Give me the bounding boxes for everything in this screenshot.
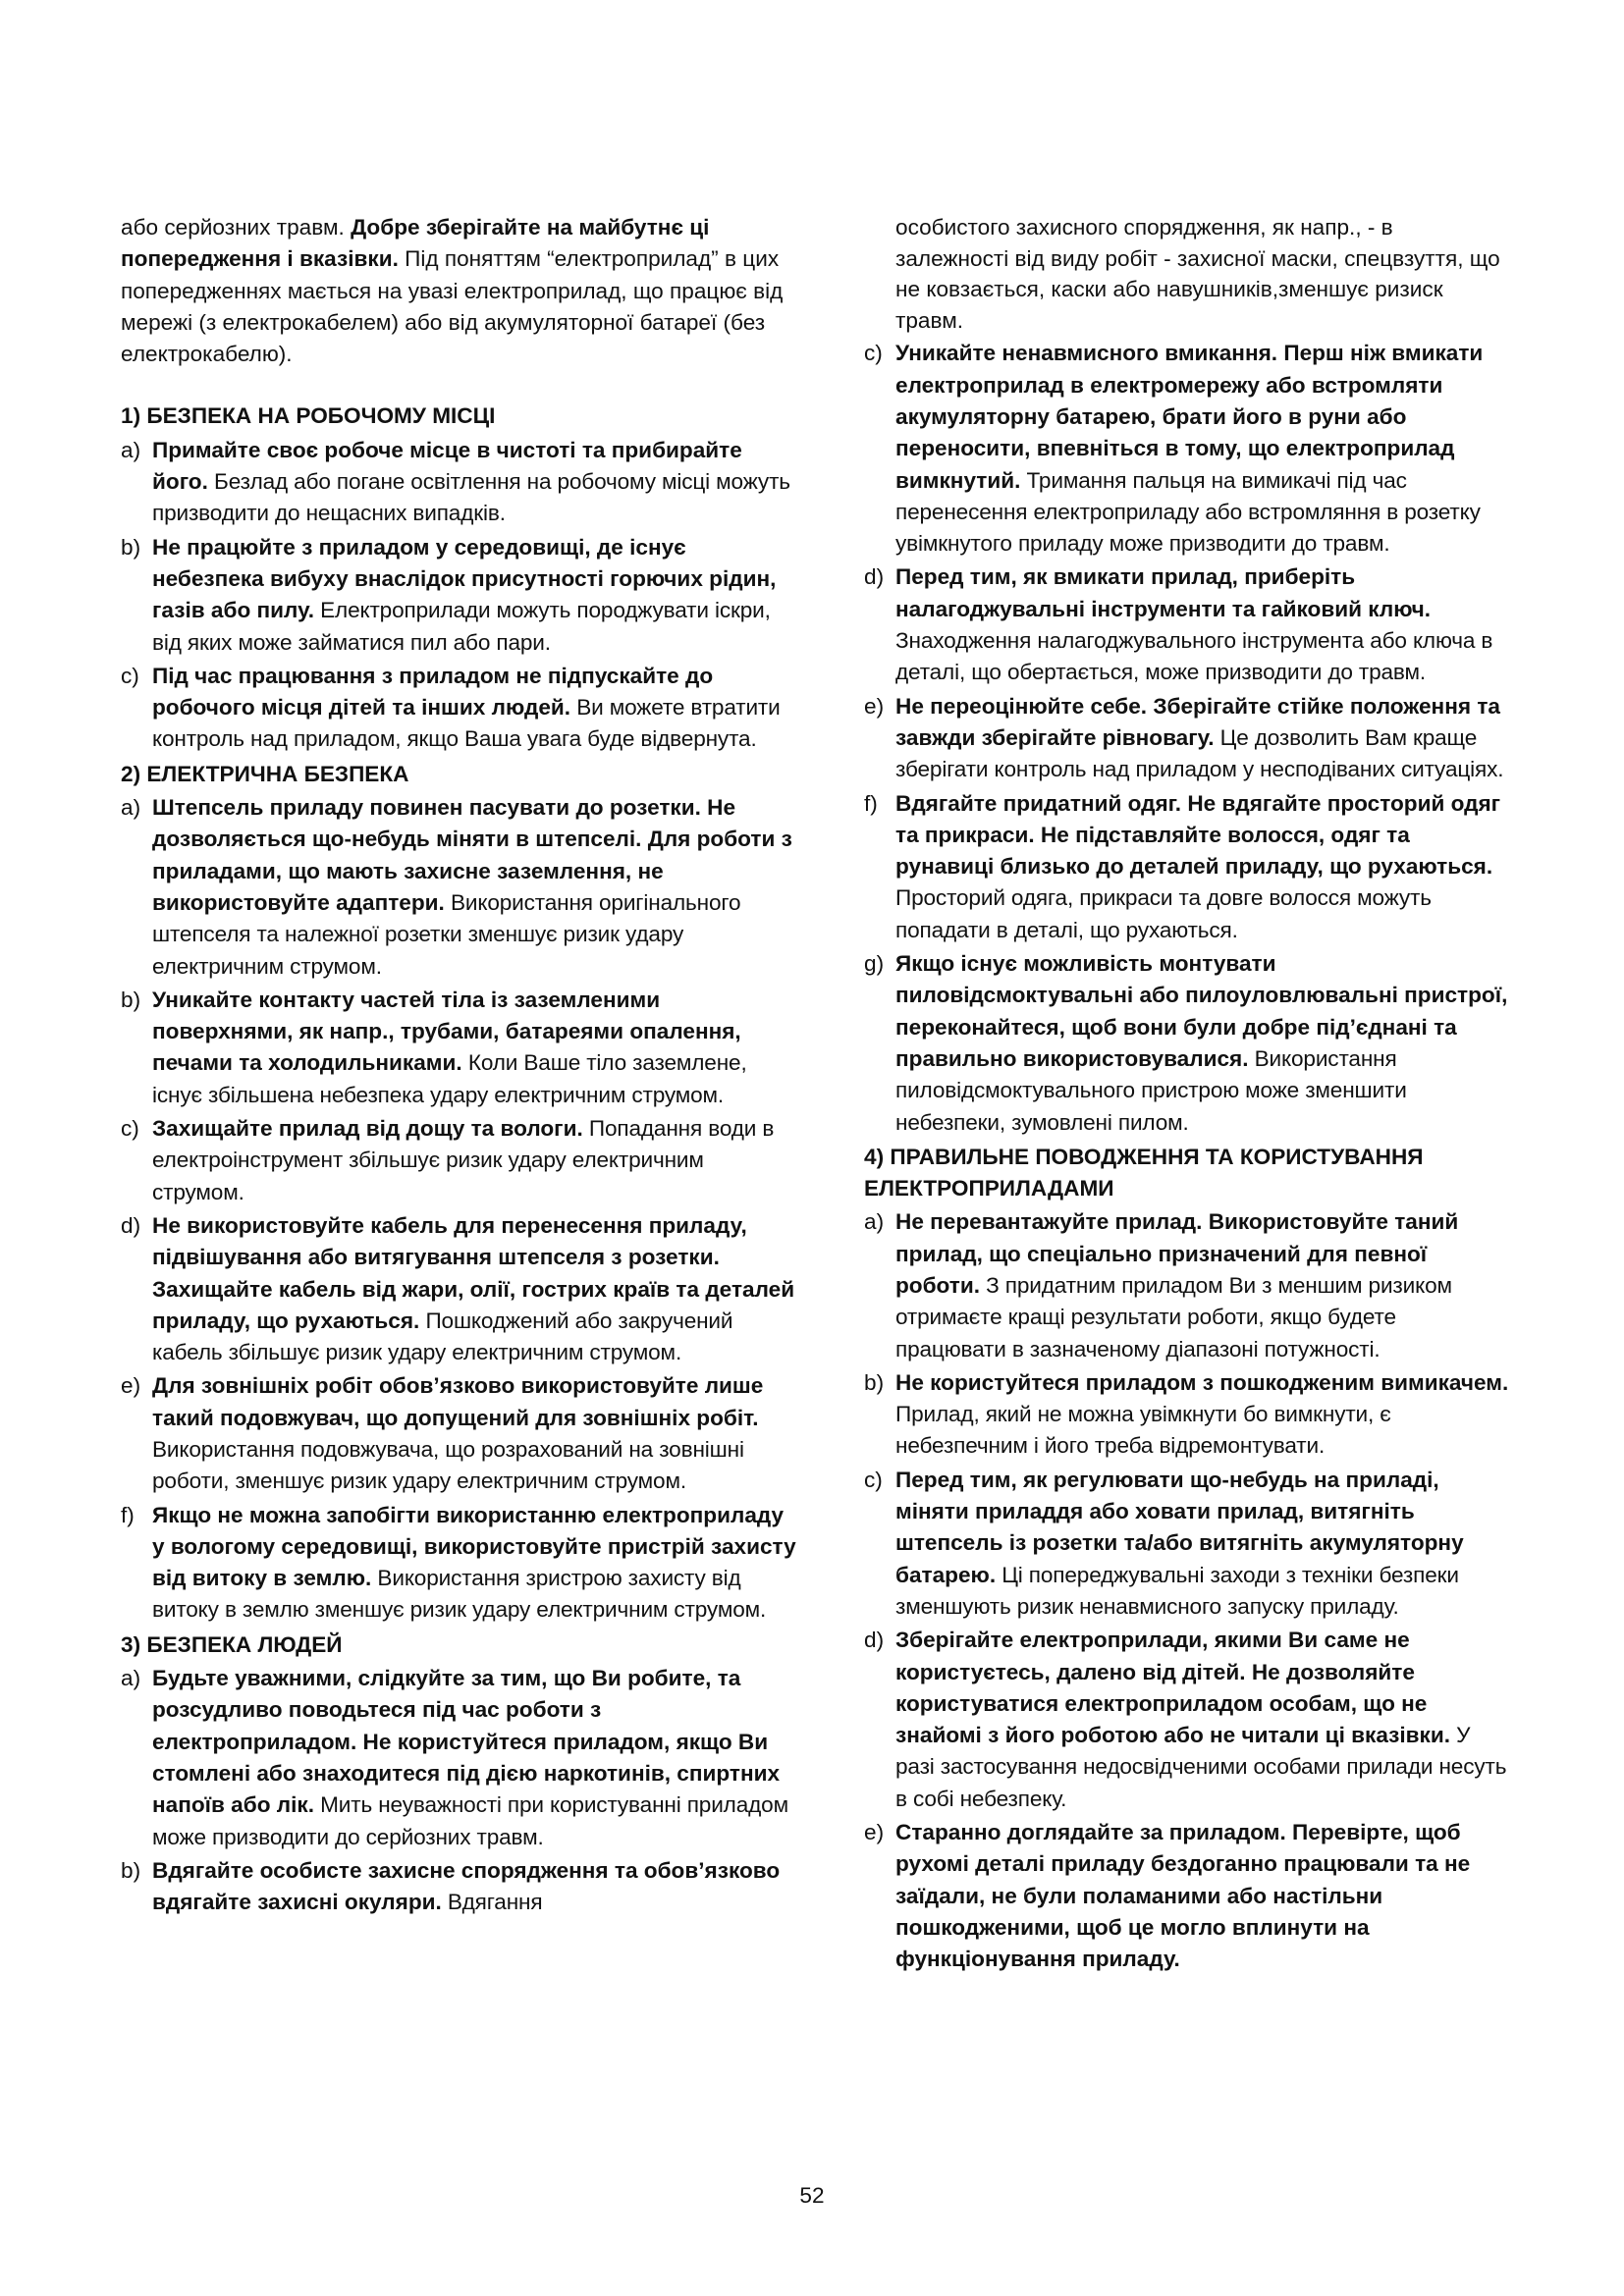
list-item (121, 435, 798, 530)
list-item (864, 1367, 1512, 1463)
item-letter: b) (121, 1857, 141, 1883)
list-item (864, 561, 1512, 688)
list-item (121, 1210, 798, 1368)
item-bold-text: Старанно доглядайте за приладом. Перевірте, щоб рухомі деталі приладу бездоганно працювали та не заїдали, не були поламаними або настільни пошкодженими, щоб це могло вплинути на функціонування приладу. (895, 1820, 1471, 1972)
item-bold-text: Не переоцінюйте себе. Зберігайте стійке положення та завжди зберігайте рівновагу. (895, 693, 1500, 750)
item-letter: d) (864, 564, 885, 590)
item-bold-text: Не працюйте з приладом у середовищі, де існує небезпека вибуху внаслідок присутності горючих рідин, газів або пилу. (152, 534, 777, 623)
item-text: Прилад, який не можна увімкнути бо вимкнути, є небезпечним і його треба відремонтувати. (895, 1402, 1391, 1459)
item-text: Використання подовжувача, що розрахований на зовнішні роботи, зменшує ризик удару електричним струмом. (152, 1436, 744, 1494)
item-text: Це дозволить Вам краще зберігати контроль над приладом у несподіваних ситуаціях. (895, 724, 1504, 782)
item-bold-text: Якщо не можна запобігти використанню електроприладу у вологому середовищі, використовуйте пристрій захисту від витоку в землю. (152, 1502, 796, 1591)
right-column (864, 212, 1512, 1976)
item-text: Знаходження налагоджувального інструмента або ключа в деталі, що обертається, може призводити до травм. (895, 628, 1493, 685)
list-item (121, 1370, 798, 1497)
item-letter: c) (121, 1116, 139, 1142)
list-item (121, 1113, 798, 1208)
item-text: Використання пиловідсмоктувального пристрою може зменшити небезпеки, зумовлені пилом. (895, 1045, 1407, 1135)
item-text: Пошкоджений або закручений кабель збільшує ризик удару електричним струмом. (152, 1308, 733, 1365)
list-item (121, 792, 798, 983)
item-text: З придатним приладом Ви з меншим ризиком отримаєте кращі результати роботи, якщо будете працювати в зазначеному діапазоні потужності. (895, 1272, 1452, 1362)
item-bold-text: Вдягайте придатний одяг. Не вдягайте просторий одяг та прикраси. Не підставляйте волосся, одяг та рунавиці близько до деталей приладу, що рухаються. (895, 790, 1501, 880)
item-letter: e) (121, 1373, 141, 1399)
item-letter: a) (121, 1666, 141, 1691)
section-4-list (864, 1206, 1512, 1975)
item-text: Вдягання (441, 1890, 543, 1915)
item-bold-text: Перед тим, як вмикати прилад, приберіть налагоджувальні інструменти та гайковий ключ. (895, 564, 1432, 621)
item-text: Використання оригінального штепселя та належної розетки зменшує ризик удару електричним струмом. (152, 889, 741, 979)
continuation-text: особистого захисного спорядження, як напр., - в залежності від виду робіт - захисної маски, спецвзуття, що не ковзається, каски або навушників,зменшує ризиск травм. (895, 215, 1500, 333)
list-item (121, 532, 798, 659)
section-1-list (121, 435, 798, 756)
list-item (121, 1855, 798, 1919)
list-item (864, 1206, 1512, 1364)
item-letter: f) (864, 790, 878, 816)
item-letter: b) (121, 987, 141, 1012)
section-3-list-cont (864, 338, 1512, 1138)
item-text: Просторий одяга, прикраси та довге волосся можуть попадати в деталі, що рухаються. (895, 885, 1432, 942)
item-letter: a) (121, 437, 141, 462)
section-3-list (121, 1663, 798, 1918)
item-text: Мить неуважності при користуванні приладом може призводити до серйозних травм. (152, 1792, 788, 1849)
item-bold-text: Штепсель приладу повинен пасувати до розетки. Не дозволяється що-небудь міняти в штепселі. Для роботи з приладами, що мають захисне заземлення, не використовуйте адаптери. (152, 795, 792, 915)
list-item (864, 948, 1512, 1139)
item-text: Тримання пальця на вимикачі під час перенесення електроприладу або встромляння в розетку увімкнутого приладу може призводити до травм. (895, 467, 1481, 557)
item-bold-text: Якщо існує можливість монтувати пиловідсмоктувальні або пилоуловлювальні пристрої, переконайтеся, щоб вони були добре під’єднані та правильно використовувалися. (895, 951, 1508, 1071)
item-letter: b) (121, 534, 141, 560)
item-bold-text: Не використовуйте кабель для перенесення приладу, підвішування або витягування штепселя з розетки. Захищайте кабель від жари, олії, гострих країв та деталей приладу, що рухаються. (152, 1212, 795, 1333)
item-bold-text: Не перевантажуйте прилад. Використовуйте таний прилад, що спеціально призначений для певної роботи. (895, 1209, 1459, 1298)
item-bold-text: Уникайте ненавмисного вмикання. Перш ніж вмикати електроприлад в електромережу або встромляти акумуляторну батарею, брати його в руни або переносити, впевніться в тому, що електроприлад вимкнутий. (895, 341, 1484, 493)
item-letter: d) (121, 1212, 141, 1238)
list-item (864, 1465, 1512, 1623)
item-letter: g) (864, 951, 885, 977)
item-bold-text: Для зовнішніх робіт обов’язково використовуйте лише такий подовжувач, що допущений для зовнішніх робіт. (152, 1373, 764, 1430)
item-text: Ви можете втратити контроль над приладом, якщо Ваша увага буде відвернута. (152, 695, 781, 752)
intro-text: або серйозних травм. (121, 215, 352, 240)
item-bold-text: Зберігайте електроприлади, якими Ви саме не користуєтесь, далено від дітей. Не дозволяйте користуватися електроприладом особам, що не знайомі з його роботою або не читали ці вказівки. (895, 1628, 1451, 1748)
item-letter: a) (864, 1209, 885, 1235)
list-item (121, 1663, 798, 1853)
item-letter: c) (864, 1467, 883, 1492)
list-item (864, 691, 1512, 786)
section-2-list (121, 792, 798, 1627)
item-text: Коли Ваше тіло заземлене, існує збільшена небезпека удару електричним струмом. (152, 1050, 747, 1107)
intro-bold-text: Добре зберігайте на майбутнє ці попередження і вказівки. (121, 215, 710, 272)
item-text: У разі застосування недосвідченими особами прилади несуть в собі небезпеку. (895, 1723, 1507, 1811)
item-letter: f) (121, 1502, 135, 1527)
list-item (864, 1817, 1512, 1975)
item-bold-text: Уникайте контакту частей тіла із заземленими поверхнями, як напр., трубами, батареями опалення, печами та холодильниками. (152, 987, 741, 1076)
list-item (864, 338, 1512, 560)
item-bold-text: Під час працювання з приладом не підпускайте до робочого місця дітей та інших людей. (152, 663, 714, 721)
section-3-heading: 3) БЕЗПЕКА ЛЮДЕЙ (121, 1631, 343, 1657)
section-2-heading: 2) ЕЛЕКТРИЧНА БЕЗПЕКА (121, 761, 409, 786)
page-number: 52 (799, 2183, 825, 2208)
list-item (121, 1500, 798, 1627)
section-4-heading: 4) ПРАВИЛЬНЕ ПОВОДЖЕННЯ ТА КОРИСТУВАННЯ ЕЛЕКТРОПРИЛАДАМИ (864, 1144, 1424, 1201)
item-letter: a) (121, 795, 141, 821)
section-1-heading: 1) БЕЗПЕКА НА РОБОЧОМУ МІСЦІ (121, 403, 496, 429)
intro-text-cont: Під поняттям “електроприлад” в цих попередженнях мається на увазі електроприлад, що працює від мережі (з електрокабелем) або від акумуляторної батареї (без електрокабелю). (121, 246, 784, 367)
item-letter: c) (121, 663, 139, 688)
item-bold-text: Не користуйтеся приладом з пошкодженим вимикачем. (895, 1369, 1509, 1395)
item-text: Електроприлади можуть породжувати іскри, від яких може займатися пил або пари. (152, 598, 771, 655)
list-item (864, 1625, 1512, 1815)
left-column (121, 212, 798, 1918)
item-bold-text: Захищайте прилад від дощу та вологи. (152, 1116, 583, 1142)
item-text: Безлад або погане освітлення на робочому місці можуть призводити до нещасних випадків. (152, 469, 790, 526)
item-letter: e) (864, 693, 885, 719)
list-item (864, 788, 1512, 946)
item-bold-text: Примайте своє робоче місце в чистоті та прибирайте його. (152, 437, 742, 495)
item-bold-text: Перед тим, як регулювати що-небудь на приладі, міняти приладдя або ховати прилад, витягніть штепсель із розетки та/або витягніть акумуляторну батарею. (895, 1467, 1464, 1587)
intro-paragraph (121, 212, 798, 370)
item-bold-text: Вдягайте особисте захисне спорядження та обов’язково вдягайте захисні окуляри. (152, 1857, 781, 1915)
list-item (121, 661, 798, 756)
item-letter: d) (864, 1628, 885, 1653)
item-letter: c) (864, 341, 883, 366)
item-text: Використання зристрою захисту від витоку в землю зменшує ризик удару електричним струмом. (152, 1566, 767, 1623)
item-bold-text: Будьте уважними, слідкуйте за тим, що Ви робите, та розсудливо поводьтеся під час роботи з електроприладом. Не користуйтеся приладом, якщо Ви стомлені або знаходитеся під дією наркотинів, спиртних напоїв або лік. (152, 1666, 781, 1818)
item-text: Попадання води в електроінструмент збільшує ризик удару електричним струмом. (152, 1116, 775, 1204)
list-item (121, 985, 798, 1111)
item-text: Ці попереджувальні заходи з техніки безпеки зменшують ризик ненавмисного запуску приладу. (895, 1562, 1459, 1619)
item-letter: b) (864, 1369, 885, 1395)
item-letter: e) (864, 1820, 885, 1845)
